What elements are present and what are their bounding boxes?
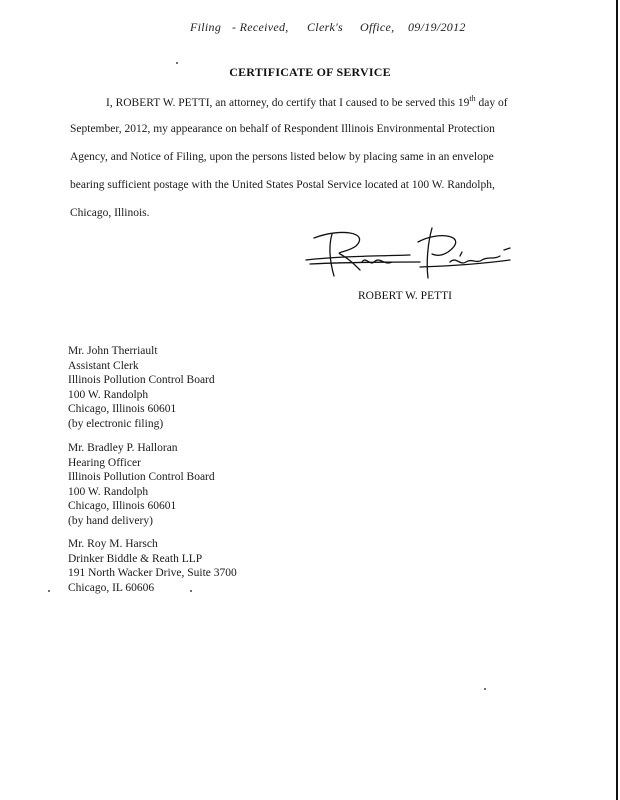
recipient-block — [68, 344, 215, 431]
scan-speck — [176, 62, 178, 64]
body-line-1 — [106, 94, 508, 109]
body-line-1-post: day of — [475, 96, 508, 109]
body-line-1-sup: th — [469, 94, 476, 103]
stamp-date: 09/19/2012 — [408, 20, 466, 34]
recipient-line: Chicago, Illinois 60601 — [68, 403, 177, 415]
signer-printed-name: ROBERT W. PETTI — [358, 290, 452, 302]
stamp-received: - Received, — [232, 20, 289, 34]
recipient-line: Mr. John Therriault — [68, 345, 158, 357]
recipient-line: Hearing Officer — [68, 456, 141, 469]
signature-text: Robert Petti — [300, 222, 305, 223]
page-edge — [616, 0, 618, 800]
body-line-3: Agency, and Notice of Filing, upon the persons listed below by placing same in an envelope — [70, 151, 494, 163]
recipient-line: 191 North Wacker Drive, Suite 3700 — [68, 567, 237, 579]
scan-speck — [484, 688, 486, 690]
recipient-line: Mr. Bradley P. Halloran — [68, 442, 178, 454]
recipient-line: Illinois Pollution Control Board — [68, 471, 215, 483]
recipient-line: Mr. Roy M. Harsch — [68, 538, 158, 550]
scan-speck — [190, 590, 192, 592]
stamp-office2: Office, — [360, 20, 395, 34]
body-line-1-pre: I, ROBERT W. PETTI, an attorney, do certify that I caused to be served this 19 — [106, 96, 470, 109]
recipient-line: Assistant Clerk — [68, 359, 139, 372]
body-line-5: Chicago, Illinois. — [70, 207, 150, 219]
recipient-line: Drinker Biddle & Reath LLP — [68, 552, 203, 565]
recipient-line: (by electronic filing) — [68, 417, 164, 430]
recipient-line: Chicago, Illinois 60601 — [68, 500, 177, 512]
signature-image — [300, 222, 520, 282]
recipient-block — [68, 537, 237, 595]
recipient-line: (by hand delivery) — [68, 514, 153, 527]
body-line-2: September, 2012, my appearance on behalf of Respondent Illinois Environmental Protection — [70, 123, 495, 135]
recipient-line: 100 W. Randolph — [68, 485, 149, 498]
body-line-4: bearing sufficient postage with the United States Postal Service located at 100 W. Randolph, — [70, 179, 495, 191]
stamp-office: Clerk's — [307, 20, 343, 34]
stamp-filing: Filing — [190, 20, 222, 34]
recipient-block — [68, 441, 215, 528]
document-title: CERTIFICATE OF SERVICE — [229, 65, 391, 79]
scan-speck — [48, 590, 50, 592]
recipient-line: Illinois Pollution Control Board — [68, 374, 215, 386]
recipient-line: 100 W. Randolph — [68, 388, 149, 401]
recipient-line: Chicago, IL 60606 — [68, 581, 155, 594]
